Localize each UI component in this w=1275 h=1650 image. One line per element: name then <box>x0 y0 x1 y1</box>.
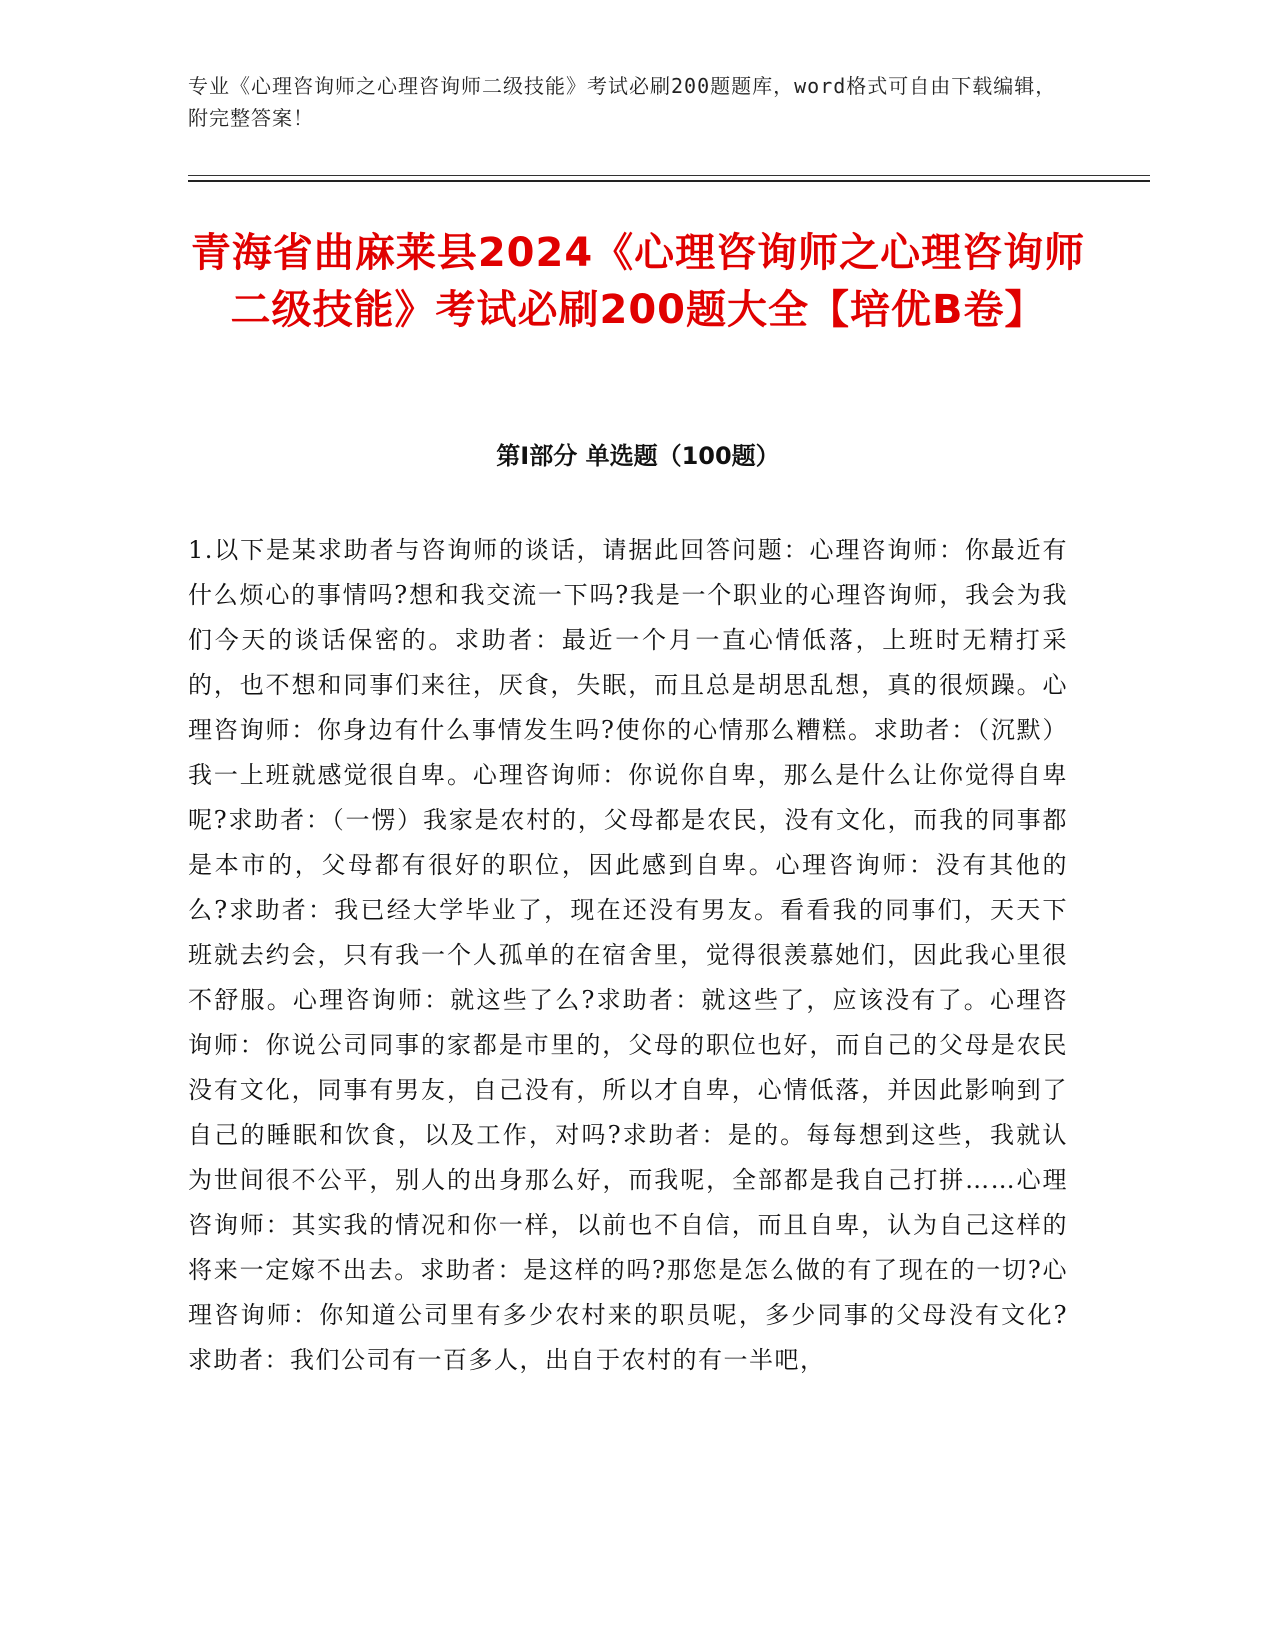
header-divider-thick <box>188 180 1150 182</box>
question-text: 1.以下是某求助者与咨询师的谈话，请据此回答问题：心理咨询师：你最近有什么烦心的事情吗?想和我交流一下吗?我是一个职业的心理咨询师，我会为我们今天的谈话保密的。求助者：最近一个月一直心情低落，上班时无精打采的，也不想和同事们来往，厌食，失眠，而且总是胡思乱想，真的很烦躁。心理咨询师：你身边有什么事情发生吗?使你的心情那么糟糕。求助者：（沉默）我一上班就感觉很自卑。心理咨询师：你说你自卑，那么是什么让你觉得自卑呢?求助者：（一愣）我家是农村的，父母都是农民，没有文化，而我的同事都是本市的，父母都有很好的职位，因此感到自卑。心理咨询师：没有其他的么?求助者：我已经大学毕业了，现在还没有男友。看看我的同事们，天天下班就去约会，只有我一个人孤单的在宿舍里，觉得很羡慕她们，因此我心里很不舒服。心理咨询师：就这些了么?求助者：就这些了，应该没有了。心理咨询师：你说公司同事的家都是市里的，父母的职位也好，而自己的父母是农民没有文化，同事有男友，自己没有，所以才自卑，心情低落，并因此影响到了自己的睡眠和饮食，以及工作，对吗?求助者：是的。每每想到这些，我就认为世间很不公平，别人的出身那么好，而我呢，全部都是我自己打拼……心理咨询师：其实我的情况和你一样，以前也不自信，而且自卑，认为自己这样的将来一定嫁不出去。求助者：是这样的吗?那您是怎么做的有了现在的一切?心理咨询师：你知道公司里有多少农村来的职员呢，多少同事的父母没有文化?求助者：我们公司有一百多人，出自于农村的有一半吧， <box>188 536 1068 1374</box>
header-divider-thin <box>188 175 1150 176</box>
header-note: 专业《心理咨询师之心理咨询师二级技能》考试必刷200题题库，word格式可自由下载编辑，附完整答案！ <box>188 74 1057 130</box>
document-title: 青海省曲麻莱县2024《心理咨询师之心理咨询师二级技能》考试必刷200题大全【培优B卷】 <box>190 230 1086 333</box>
section-title: 第Ⅰ部分 单选题（100题） <box>496 442 780 470</box>
